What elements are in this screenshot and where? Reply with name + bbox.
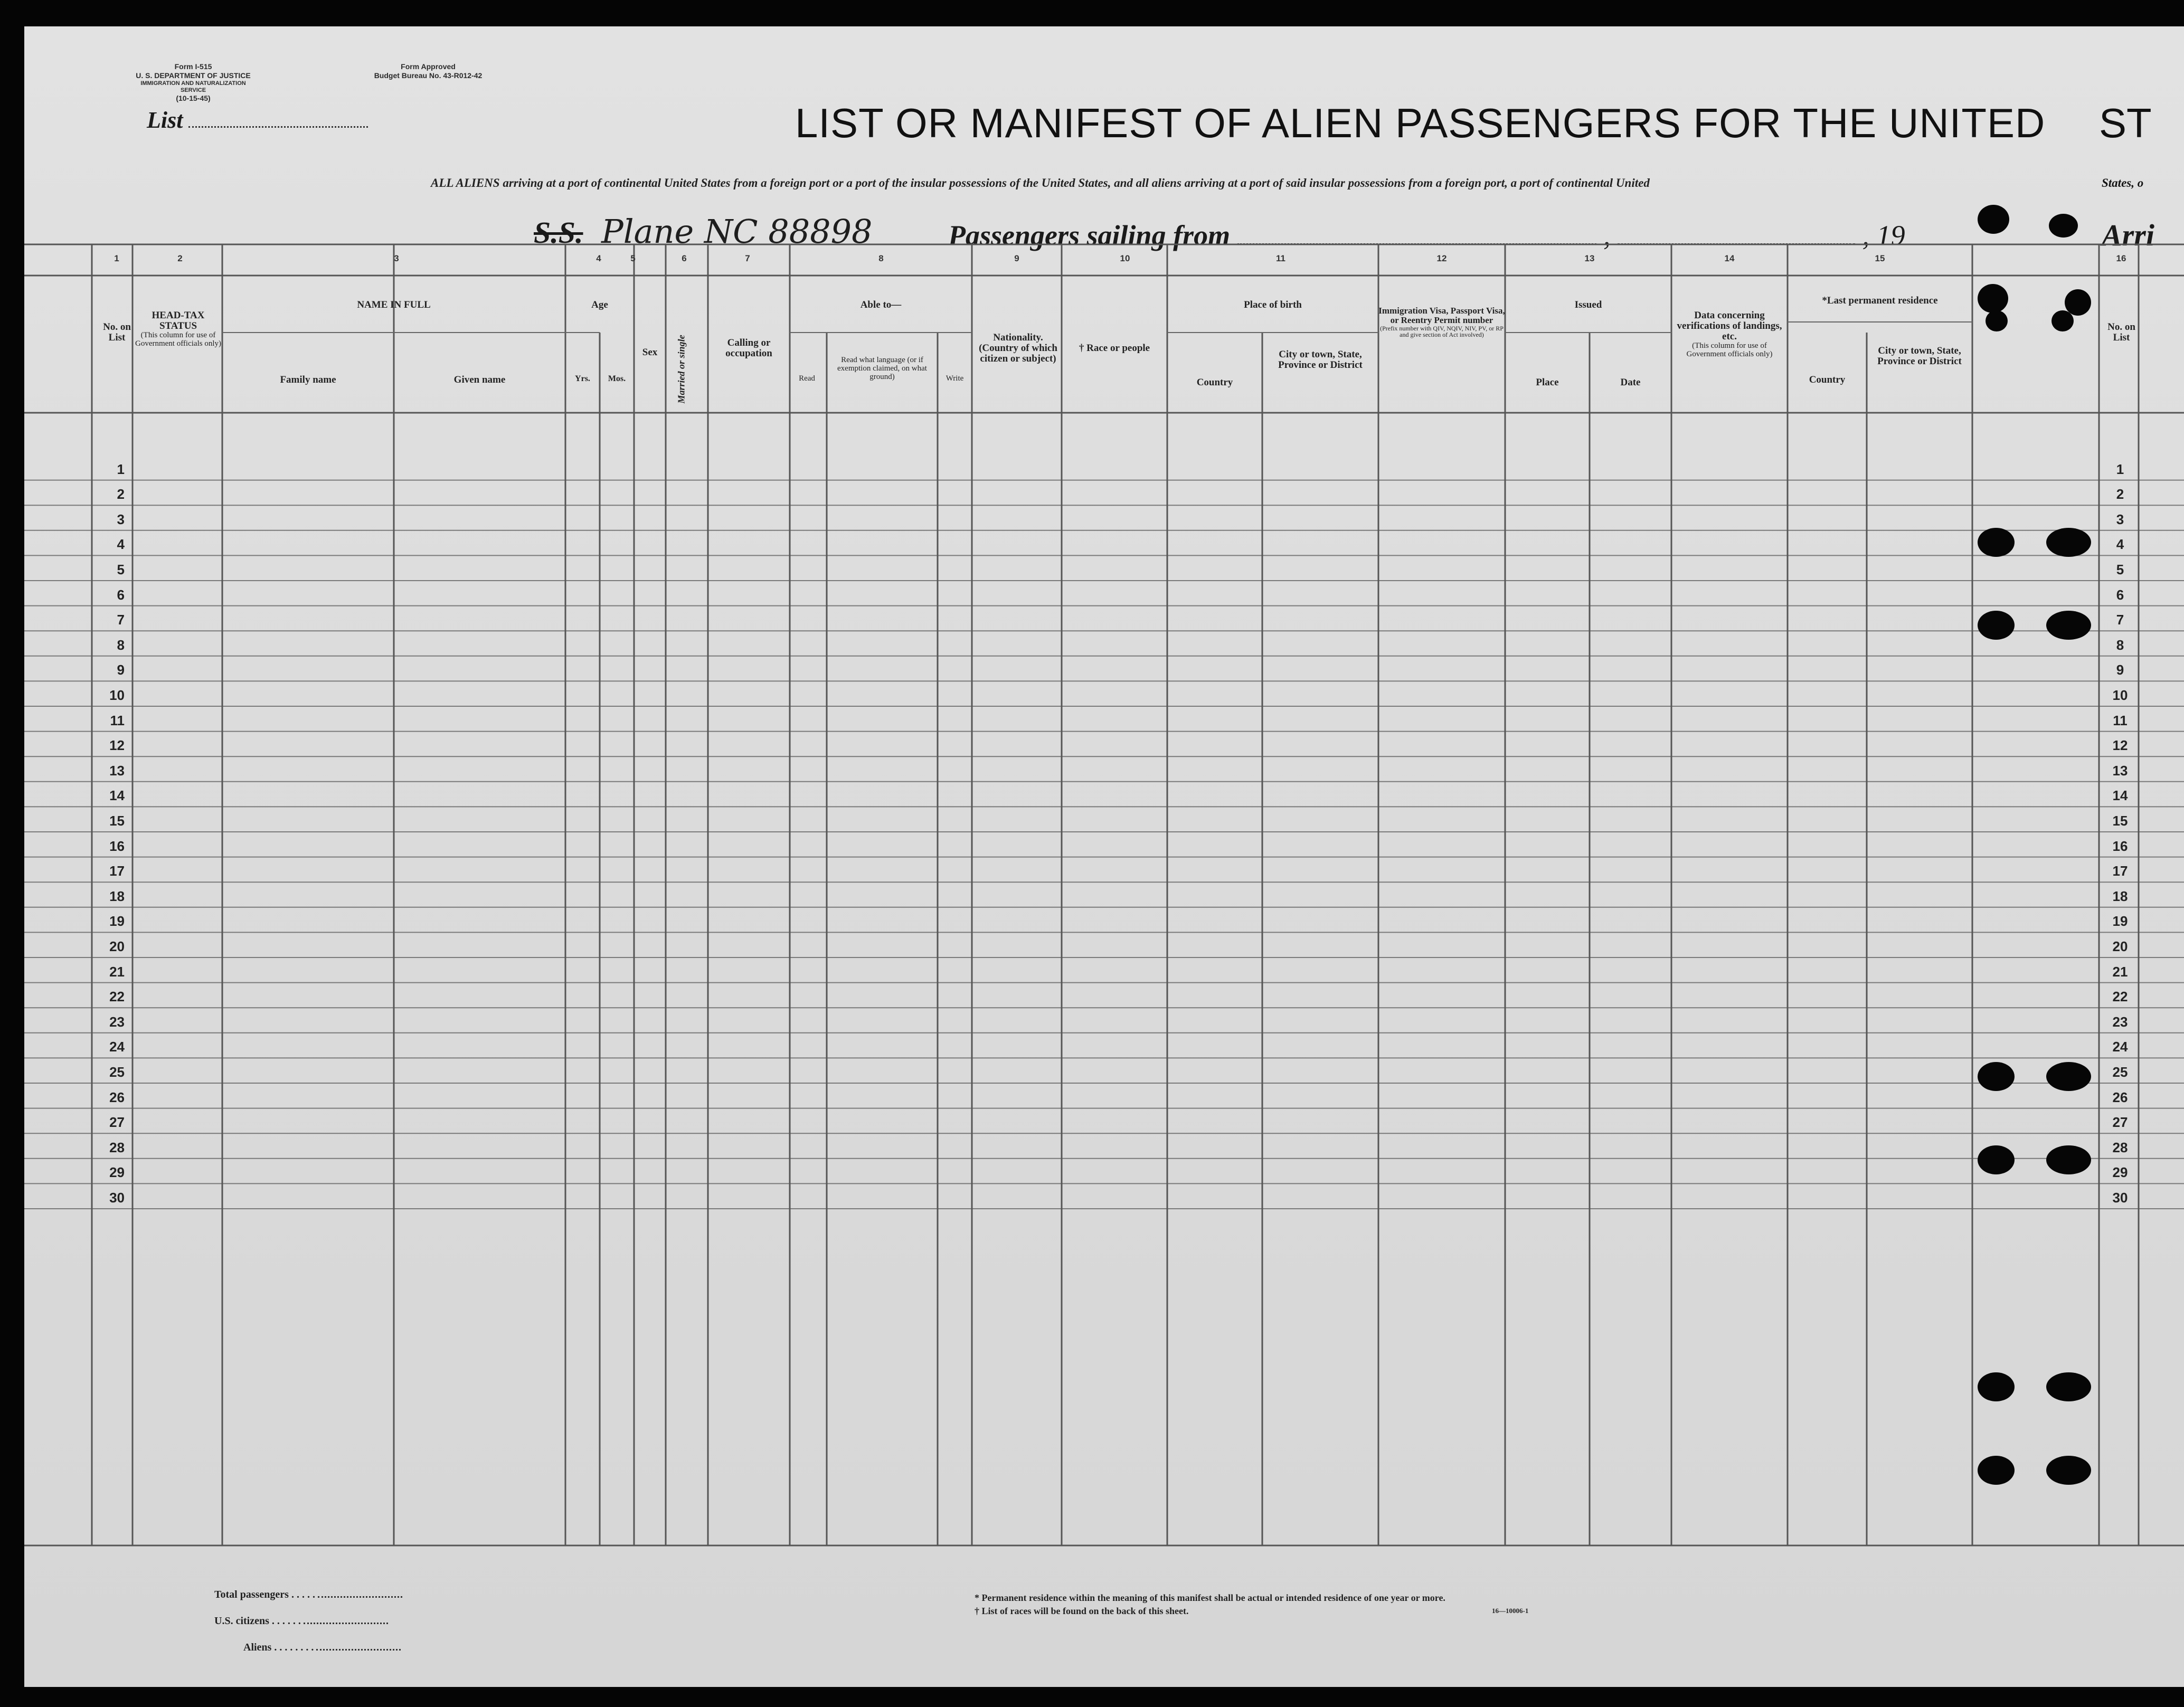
total-passengers-field[interactable] — [318, 1596, 402, 1598]
header-age: Age — [591, 299, 608, 310]
form-number: Form I-515 — [174, 62, 212, 71]
row-number-right: 24 — [2112, 1039, 2128, 1055]
row-number-left: 15 — [109, 813, 125, 829]
punch-hole — [2046, 528, 2091, 557]
punch-hole — [1978, 1456, 2015, 1485]
header-age-months: Mos. — [608, 374, 626, 383]
col-num-2: 2 — [177, 253, 183, 263]
list-label: List — [147, 107, 368, 134]
footnote-races: † List of races will be found on the back of this sheet. — [975, 1606, 1189, 1616]
col-num-1: 1 — [114, 253, 119, 263]
header-no-on-list-right: No. on List — [2107, 321, 2135, 343]
row-number-right: 16 — [2112, 838, 2128, 854]
header-verifications: Data concerning verifications of landings, etc. (This column for use of Government officials only) — [1677, 310, 1782, 358]
page-title: LIST OR MANIFEST OF ALIEN PASSENGERS FOR THE UNITED — [795, 100, 2046, 146]
header-calling: Calling or occupation — [725, 337, 772, 359]
row-number-left: 30 — [109, 1190, 125, 1206]
header-nationality: Nationality. (Country of which citizen or subject) — [979, 332, 1057, 364]
footer-aliens: Aliens . . . . . . . . — [243, 1642, 401, 1654]
row-rules — [24, 480, 2184, 1209]
row-number-left: 23 — [109, 1013, 125, 1030]
column-rules — [92, 244, 2139, 1545]
punch-hole — [2046, 611, 2091, 640]
ss-label: S.S. — [534, 215, 583, 250]
punch-hole — [2049, 214, 2078, 238]
row-number-right: 26 — [2112, 1089, 2128, 1105]
row-number-left: 22 — [109, 989, 125, 1005]
ship-name[interactable]: Plane NC 88898 — [601, 212, 873, 251]
row-number-right: 4 — [2116, 536, 2124, 553]
row-number-right: 3 — [2116, 511, 2124, 527]
row-number-left: 20 — [109, 938, 125, 954]
row-number-left: 2 — [117, 486, 125, 502]
row-number-right: 10 — [2112, 687, 2128, 703]
footer-us-citizens: U.S. citizens . . . . . . — [214, 1615, 388, 1627]
col-num-13: 13 — [1584, 253, 1595, 263]
punch-hole — [1978, 284, 2008, 313]
footnote-residence: * Permanent residence within the meaning of this manifest shall be actual or intended residence of one year or more. — [975, 1592, 1445, 1603]
manifest-sheet — [24, 26, 2184, 1687]
row-number-right: 21 — [2112, 963, 2128, 980]
row-number-left: 7 — [117, 612, 125, 628]
row-number-left: 21 — [109, 963, 125, 980]
header-no-on-list: No. on List — [103, 321, 131, 343]
row-number-left: 19 — [109, 913, 125, 930]
col-num-11: 11 — [1276, 253, 1285, 263]
punch-hole — [2046, 1062, 2091, 1091]
header-read-language: Read what language (or if exemption claimed, on what ground) — [837, 356, 927, 381]
arriving-label: Arri — [2102, 218, 2154, 252]
row-number-left: 12 — [109, 737, 125, 754]
us-citizens-field[interactable] — [304, 1623, 388, 1624]
budget-bureau: Budget Bureau No. 43-R012-42 — [374, 71, 483, 80]
col-num-4: 4 — [596, 253, 601, 263]
col-num-6: 6 — [682, 253, 687, 263]
page-title-continued: ST — [2099, 100, 2152, 146]
punch-hole — [1978, 611, 2015, 640]
row-number-right: 7 — [2116, 612, 2124, 628]
row-number-left: 9 — [117, 662, 125, 678]
row-number-left: 25 — [109, 1064, 125, 1080]
punch-hole — [2046, 1372, 2091, 1401]
col-num-15: 15 — [1875, 253, 1885, 263]
row-number-right: 15 — [2112, 813, 2128, 829]
row-number-right: 13 — [2112, 762, 2128, 779]
row-number-right: 2 — [2116, 486, 2124, 502]
header-visa: Immigration Visa, Passport Visa, or Reentry Permit number (Prefix number with QIV, NQIV, NIV, PV, or RP and give section of Act involved) — [1378, 306, 1505, 339]
sailing-label: Passengers sailing from — [948, 220, 1231, 251]
header-residence-city: City or town, State, Province or District — [1877, 345, 1962, 367]
row-number-right: 12 — [2112, 737, 2128, 754]
row-number-left: 3 — [117, 511, 125, 527]
header-family-name: Family name — [280, 374, 336, 385]
sailing-line: Passengers sailing from , , 19 — [948, 220, 1905, 251]
row-number-left: 14 — [109, 788, 125, 804]
header-birth-city: City or town, State, Province or District — [1278, 349, 1363, 371]
header-residence-country: Country — [1809, 374, 1846, 385]
header-sex: Sex — [642, 347, 658, 358]
row-number-right: 9 — [2116, 662, 2124, 678]
form-department: U. S. DEPARTMENT OF JUSTICE — [136, 71, 251, 80]
col-num-10: 10 — [1120, 253, 1130, 263]
row-number-right: 11 — [2113, 712, 2128, 728]
col-num-7: 7 — [745, 253, 750, 263]
row-number-right: 25 — [2112, 1064, 2128, 1080]
row-number-left: 4 — [117, 536, 125, 553]
header-write: Write — [946, 374, 964, 383]
row-number-right: 22 — [2112, 989, 2128, 1005]
row-number-left: 29 — [109, 1164, 125, 1181]
col-num-9: 9 — [1014, 253, 1019, 263]
year-prefix: 19 — [1876, 220, 1905, 251]
header-place-of-birth: Place of birth — [1244, 299, 1302, 310]
col-num-3: 3 — [394, 253, 399, 263]
col-num-5: 5 — [630, 253, 636, 263]
col-num-14: 14 — [1724, 253, 1735, 263]
header-last-residence: *Last permanent residence — [1822, 295, 1938, 306]
col-num-8: 8 — [878, 253, 884, 263]
punch-hole — [1978, 205, 2009, 234]
aliens-field[interactable] — [316, 1649, 401, 1651]
header-read: Read — [799, 374, 815, 383]
punch-hole — [1978, 1145, 2015, 1174]
row-number-right: 8 — [2116, 637, 2124, 653]
row-number-right: 20 — [2112, 938, 2128, 954]
header-name-in-full: NAME IN FULL — [357, 299, 431, 310]
header-given-name: Given name — [453, 374, 506, 385]
row-number-left: 17 — [109, 863, 125, 879]
row-number-right: 18 — [2112, 888, 2128, 904]
row-number-left: 8 — [117, 637, 125, 653]
row-number-left: 26 — [109, 1089, 125, 1105]
grid-frame — [24, 244, 2184, 1545]
punch-hole — [2051, 310, 2074, 331]
page-subtitle-continued: States, o — [2102, 176, 2144, 189]
page-subtitle: ALL ALIENS arriving at a port of continental United States from a foreign port or a port of the insular possessions of the United States, and all aliens arriving at a port of said insular possessions from a foreign port, a port of continental United — [431, 176, 1650, 189]
punch-hole — [1978, 528, 2015, 557]
row-number-left: 24 — [109, 1039, 125, 1055]
print-code: 16—10006-1 — [1492, 1607, 1529, 1615]
form-service: IMMIGRATION AND NATURALIZATION SERVICE — [140, 80, 246, 93]
row-number-left: 16 — [109, 838, 125, 854]
form-approved: Form Approved — [401, 62, 456, 71]
punch-hole — [2046, 1456, 2091, 1485]
row-number-left: 11 — [110, 712, 125, 728]
row-number-left: 10 — [109, 687, 125, 703]
punch-hole — [2046, 1145, 2091, 1174]
row-number-right: 29 — [2112, 1164, 2128, 1181]
col-num-12: 12 — [1436, 253, 1447, 263]
punch-hole — [1986, 310, 2008, 331]
punch-hole — [1978, 1372, 2015, 1401]
row-number-right: 27 — [2112, 1114, 2128, 1131]
row-number-left: 5 — [117, 562, 125, 577]
manifest-grid — [24, 26, 2184, 1687]
header-age-years: Yrs. — [575, 374, 590, 383]
header-birth-country: Country — [1196, 377, 1233, 388]
row-number-left: 13 — [109, 762, 125, 779]
row-number-right: 14 — [2112, 788, 2128, 804]
row-number-right: 28 — [2112, 1139, 2128, 1155]
row-number-right: 17 — [2112, 863, 2128, 879]
row-number-left: 27 — [109, 1114, 125, 1131]
row-number-right: 6 — [2116, 586, 2124, 603]
row-number-right: 1 — [2116, 461, 2124, 477]
header-able-to: Able to— — [860, 299, 902, 310]
row-number-right: 23 — [2112, 1013, 2128, 1030]
row-number-left: 18 — [109, 888, 125, 904]
header-race: † Race or people — [1079, 343, 1150, 354]
punch-hole — [1978, 1062, 2015, 1091]
header-issued: Issued — [1574, 299, 1602, 310]
row-number-right: 30 — [2112, 1190, 2128, 1206]
header-issued-place: Place — [1536, 377, 1559, 388]
row-number-right: 19 — [2112, 913, 2128, 930]
row-number-left: 28 — [109, 1139, 125, 1155]
footer-total-passengers: Total passengers . . . . . — [214, 1589, 402, 1601]
row-number-left: 6 — [117, 586, 125, 603]
row-number-right: 5 — [2116, 562, 2124, 577]
col-num-16: 16 — [2116, 253, 2126, 263]
row-number-left: 1 — [117, 461, 125, 477]
form-revision: (10-15-45) — [176, 93, 211, 102]
header-issued-date: Date — [1620, 377, 1641, 388]
header-head-tax: HEAD-TAX STATUS (This column for use of Government officials only) — [135, 310, 221, 348]
header-married-single: Married or single — [676, 335, 687, 404]
